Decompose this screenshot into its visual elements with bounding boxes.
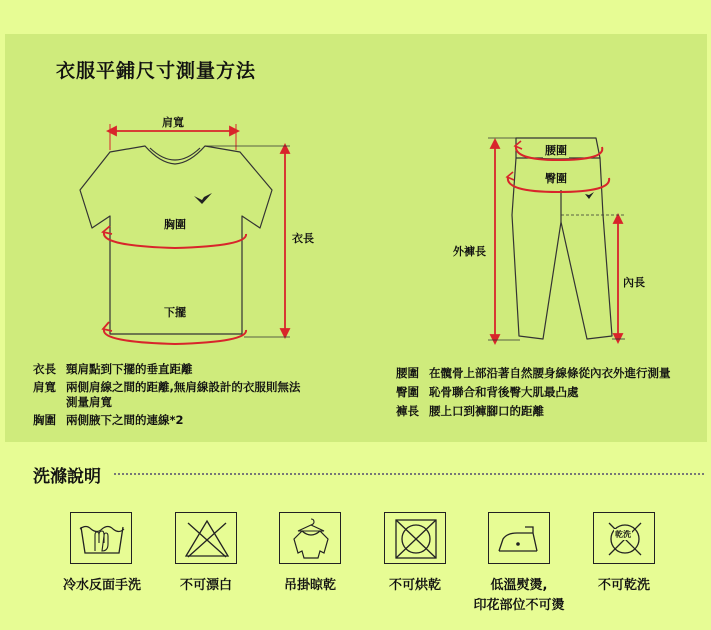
brand-logo-icon <box>194 193 212 204</box>
chest-label: 胸圍 <box>164 218 186 231</box>
page-title: 衣服平鋪尺寸測量方法 <box>56 60 257 82</box>
shirt-spec-list <box>33 362 373 428</box>
care-label-no-tumble-dry: 不可烘乾 <box>388 578 441 593</box>
spec-row-pants-length: 褲長 腰上口到褲腳口的距離 <box>396 404 544 418</box>
dry-clean-text: 乾洗 <box>615 530 631 539</box>
waist-label: 腰圍 <box>545 144 567 157</box>
pants-logo-icon <box>585 192 594 199</box>
no-bleach-icon <box>175 512 237 564</box>
length-label: 衣長 <box>292 232 314 245</box>
no-dry-clean-icon <box>593 512 655 564</box>
shoulder-label: 肩寬 <box>162 116 184 129</box>
spec-row-hip: 臀圍 恥骨聯合和背後臀大肌最凸處 <box>396 385 579 399</box>
outer-length-label: 外褲長 <box>453 245 486 258</box>
hand-wash-icon <box>70 512 132 564</box>
hip-label: 臀圍 <box>545 172 567 185</box>
care-label-hang-dry: 吊掛晾乾 <box>283 578 336 593</box>
pants-outline <box>512 138 612 339</box>
care-label-hand-wash: 冷水反面手洗 <box>62 578 141 593</box>
care-label-no-dry-clean: 不可乾洗 <box>597 578 650 593</box>
spec-row-length: 衣長 頸肩點到下擺的垂直距離 <box>33 362 193 376</box>
outer-length-measure-line <box>491 140 499 343</box>
care-label-low-iron: 低溫熨燙, <box>490 578 548 593</box>
hem-measure-ring <box>103 322 246 344</box>
care-label-no-bleach: 不可漂白 <box>179 578 232 593</box>
low-iron-icon <box>488 512 550 564</box>
care-label-low-iron-line2: 印花部位不可燙 <box>473 598 565 613</box>
spec-row-shoulder: 肩寬 兩側肩線之間的距離,無肩線設計的衣服則無法 測量肩寬 <box>33 380 301 409</box>
dotted-divider <box>114 473 704 475</box>
hem-label: 下擺 <box>164 306 186 319</box>
inner-length-label: 內長 <box>623 276 645 289</box>
wash-title: 洗滌說明 <box>33 467 101 487</box>
spec-row-chest: 胸圍 兩側腋下之間的連線*2 <box>33 413 184 427</box>
length-measure-line <box>281 145 289 337</box>
hang-dry-icon <box>279 512 341 564</box>
spec-row-waist: 腰圍 在髖骨上部沿著自然腰身線條從內衣外進行測量 <box>396 366 671 380</box>
no-tumble-dry-icon <box>384 512 446 564</box>
pants-spec-list <box>396 366 706 419</box>
